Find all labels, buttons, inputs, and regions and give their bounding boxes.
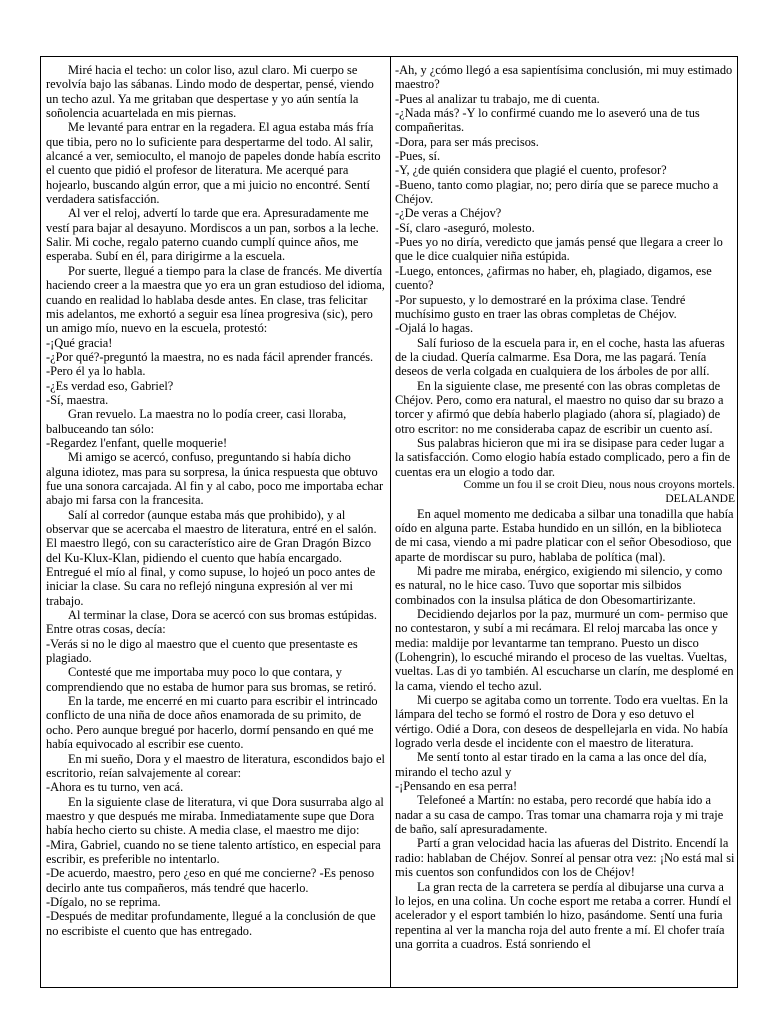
- right-column-paragraph: Mi padre me miraba, enérgico, exigiendo mi silencio, y como es natural, no le hice caso. Tuvo que soportar mis silbidos combinados con la insulsa plática de don Obesomartirizante.: [395, 563, 723, 607]
- left-column-paragraph: Salí al corredor (aunque estaba más que prohibido), y al observar que se acercaba el maestro de literatura, entré en el salón. El maestro llegó, con su característico aire de Gran Dragón Bizco del Ku-Klux-Klan, pidiendo el cuento que había encargado. Entregué el mío al final, y como supuse, lo hojeó un poco antes de iniciar la clase. Su cara no reflejó ninguna expresión al ver mi trabajo.: [46, 507, 377, 608]
- left-column-paragraph: -De acuerdo, maestro, pero ¿eso en qué me concierne? -Es penoso decirlo ante tus compañeros, más tendré que hacerlo.: [46, 866, 375, 895]
- right-column-paragraph: En la siguiente clase, me presenté con las obras completas de Chéjov. Pero, como era natural, el maestro no quiso dar su brazo a torcer y afirmó que debía haberlo plagiado (ahora sí, plagiado) de otro escritor: no me consideraba capaz de escribir un cuento así.: [395, 378, 724, 436]
- left-column-paragraph: En la siguiente clase de literatura, vi que Dora susurraba algo al maestro y que después me miraba. Inmediatamente supe que Dora había hecho cierto su chiste. A media clase, el maestro me dijo:: [46, 794, 384, 838]
- right-column-paragraph: Decidiendo dejarlos por la paz, murmuré un com- permiso que no contestaron, y subí a mi recámara. El reloj marcaba las once y media: maldije por levantarme tan temprano. Puesto un disco (Lohengrin), lo escuché mirando el proceso de las vueltas. Vueltas, vueltas. Las di yo también. Al escucharse un clarín, me desplomé en la cama, viendo el techo azul.: [395, 606, 734, 693]
- right-column-paragraph: -Ah, y ¿cómo llegó a esa sapientísima conclusión, mi muy estimado maestro?: [395, 63, 733, 92]
- column-divider: [390, 57, 391, 987]
- left-column-paragraph: -Ahora es tu turno, ven acá.: [46, 780, 184, 795]
- left-column-paragraph: -Regardez l'enfant, quelle moquerie!: [46, 435, 228, 450]
- left-column-paragraph: Mi amigo se acercó, confuso, preguntando si había dicho alguna idiotez, mas para su sorpresa, la única respuesta que obtuvo fue una sonora carcajada. Al fin y al cabo, poco me importaba echar abajo mi farsa con la francesita.: [46, 450, 384, 508]
- right-column-paragraph: -Por supuesto, y lo demostraré en la próxima clase. Tendré muchísimo gusto en traer las obras completas de Chéjov.: [395, 292, 686, 321]
- left-column: [46, 63, 386, 983]
- right-column-paragraph: -Dora, para ser más precisos.: [395, 134, 539, 149]
- page-frame: [40, 56, 738, 988]
- left-column-paragraph: Por suerte, llegué a tiempo para la clase de francés. Me divertía haciendo creer a la maestra que yo era un gran estudioso del idioma, cuando en realidad lo hablaba desde antes. En clase, tras felicitar mis adelantos, me exhortó a seguir esa línea progresiva (sic), pero un amigo mío, nuevo en la escuela, protestó:: [46, 263, 385, 336]
- left-column-paragraph: -¿Es verdad eso, Gabriel?: [46, 378, 174, 393]
- right-column-epigraph: DELALANDE: [665, 492, 735, 505]
- left-column-paragraph: -Pero él ya lo habla.: [46, 364, 146, 379]
- right-column-paragraph: -¿Nada más? -Y lo confirmé cuando me lo aseveró una de tus compañeritas.: [395, 106, 700, 135]
- right-column-paragraph: La gran recta de la carretera se perdía al dibujarse una curva a lo lejos, en una colina. Un coche esport me retaba a correr. Hundí el acelerador y el esport también lo hizo, pasándome. Sentí una furia repentina al ver la mancha roja del auto frente a mí. El chofer traía una gorrita a cuadros. Está sonriendo el: [395, 879, 732, 951]
- right-column-paragraph: En aquel momento me dedicaba a silbar una tonadilla que había oído en alguna parte. Estaba hundido en un sillón, en la biblioteca de mi casa, viendo a mi padre platicar con el señor Obesodioso, que aparte de mordiscar su puro, hablaba de política (mal).: [395, 506, 734, 564]
- right-column-paragraph: -Luego, entonces, ¿afirmas no haber, eh, plagiado, digamos, ese cuento?: [395, 263, 712, 293]
- left-column-paragraph: Al ver el reloj, advertí lo tarde que era. Apresuradamente me vestí para bajar al desayuno. Mordiscos a un pan, sorbos a la leche. Salir. Mi coche, regalo paterno cuando cumplí quince años, me esperaba. Subí en él, para dirigirme a la escuela.: [46, 206, 379, 264]
- right-column-paragraph: -¿De veras a Chéjov?: [395, 206, 502, 221]
- right-column-paragraph: Sus palabras hicieron que mi ira se disipase para ceder lugar a la satisfacción. Como elogio había estado complicado, pero a fin de cuentas era un elogio a todo dar.: [395, 435, 731, 479]
- left-column-paragraph: -¡Qué gracia!: [46, 335, 113, 350]
- right-column-paragraph: Mi cuerpo se agitaba como un torrente. Todo era vueltas. En la lámpara del techo se formó el rostro de Dora y eso detuvo el vértigo. Odié a Dora, con deseos de despellejarla en vida. No había logrado verla desde el incidente con el maestro de literatura.: [395, 693, 729, 751]
- right-column-paragraph: -Pues, sí.: [395, 149, 441, 164]
- left-column-paragraph: Miré hacia el techo: un color liso, azul claro. Mi cuerpo se revolvía bajo las sábanas. Lindo modo de despertar, pensé, viendo un techo azul. Ya me gritaban que despertase y yo aún sentía la soñolencia acuartelada en mis piernas.: [46, 63, 374, 121]
- left-column-paragraph: -Mira, Gabriel, cuando no se tiene talento artístico, en especial para escribir, es preferible no intentarlo.: [46, 837, 381, 866]
- left-column-paragraph: -¿Por qué?-preguntó la maestra, no es nada fácil aprender francés.: [46, 349, 374, 364]
- right-column-paragraph: -Sí, claro -aseguró, molesto.: [395, 220, 535, 235]
- right-column-paragraph: -Y, ¿de quién considera que plagié el cuento, profesor?: [395, 163, 667, 178]
- left-column-paragraph: -Verás si no le digo al maestro que el cuento que presentaste es plagiado.: [46, 636, 358, 666]
- right-column-paragraph: Telefoneé a Martín: no estaba, pero recordé que había ido a nadar a su casa de campo. Tras tomar una chamarra roja y mi traje de baño, salí apresuradamente.: [395, 793, 724, 837]
- right-column-paragraph: -¡Pensando en esa perra!: [395, 779, 518, 794]
- right-column-paragraph: -Pues yo no diría, veredicto que jamás pensé que llegara a creer lo que le dice cualquier niña estúpida.: [395, 235, 723, 264]
- left-column-paragraph: Gran revuelo. La maestra no lo podía creer, casi lloraba, balbuceando tan sólo:: [46, 407, 347, 436]
- left-column-paragraph: -Dígalo, no se reprima.: [46, 894, 161, 909]
- right-column-paragraph: -Pues al analizar tu trabajo, me di cuenta.: [395, 91, 600, 106]
- right-column-paragraph: Salí furioso de la escuela para ir, en el coche, hasta las afueras de la ciudad. Quería calmarme. Esa Dora, me las pagará. Tenía deseos de verla colgada en cualquiera de los árboles de por allí.: [395, 335, 725, 379]
- left-column-paragraph: Al terminar la clase, Dora se acercó con sus bromas estúpidas. Entre otras cosas, decía:: [46, 608, 377, 637]
- right-column-paragraph: -Bueno, tanto como plagiar, no; pero diría que se parece mucho a Chéjov.: [395, 177, 719, 207]
- right-column: [395, 63, 735, 983]
- left-column-paragraph: En mi sueño, Dora y el maestro de literatura, escondidos bajo el escritorio, reían salvajemente al corear:: [46, 751, 385, 780]
- left-column-paragraph: Contesté que me importaba muy poco lo que contara, y comprendiendo que no estaba de humor para sus bromas, se retiró.: [46, 665, 377, 694]
- left-column-paragraph: En la tarde, me encerré en mi cuarto para escribir el intrincado conflicto de una niña de doce años enamorada de su primito, de ocho. Pero aunque bregué por hacerlo, dormí pensando en qué me había equivocado al escribir ese cuento.: [46, 694, 378, 752]
- left-column-paragraph: -Sí, maestra.: [46, 392, 109, 407]
- left-column-paragraph: Me levanté para entrar en la regadera. El agua estaba más fría que tibia, pero no lo suficiente para despertarme del todo. Al salir, alcancé a ver, semioculto, el manojo de papeles donde había escrito el cuento que pidió el profesor de literatura. Me acerqué para hojearlo, buscando algún error, que a mi juicio no encontré. Sentí verdadera satisfacción.: [46, 120, 381, 207]
- right-column-epigraph: Comme un fou il se croit Dieu, nous nous croyons mortels.: [463, 478, 735, 491]
- right-column-paragraph: Me sentí tonto al estar tirado en la cama a las once del día, mirando el techo azul y: [395, 750, 707, 779]
- right-column-paragraph: -Ojalá lo hagas.: [395, 321, 474, 336]
- right-column-paragraph: Partí a gran velocidad hacia las afueras del Distrito. Encendí la radio: hablaban de Chéjov. Sonreí al pensar otra vez: ¡No está mal si mis cuentos son confundidos con los de Chéjov!: [395, 836, 735, 880]
- left-column-paragraph: -Después de meditar profundamente, llegué a la conclusión de que no escribiste el cuento que has entregado.: [46, 909, 376, 938]
